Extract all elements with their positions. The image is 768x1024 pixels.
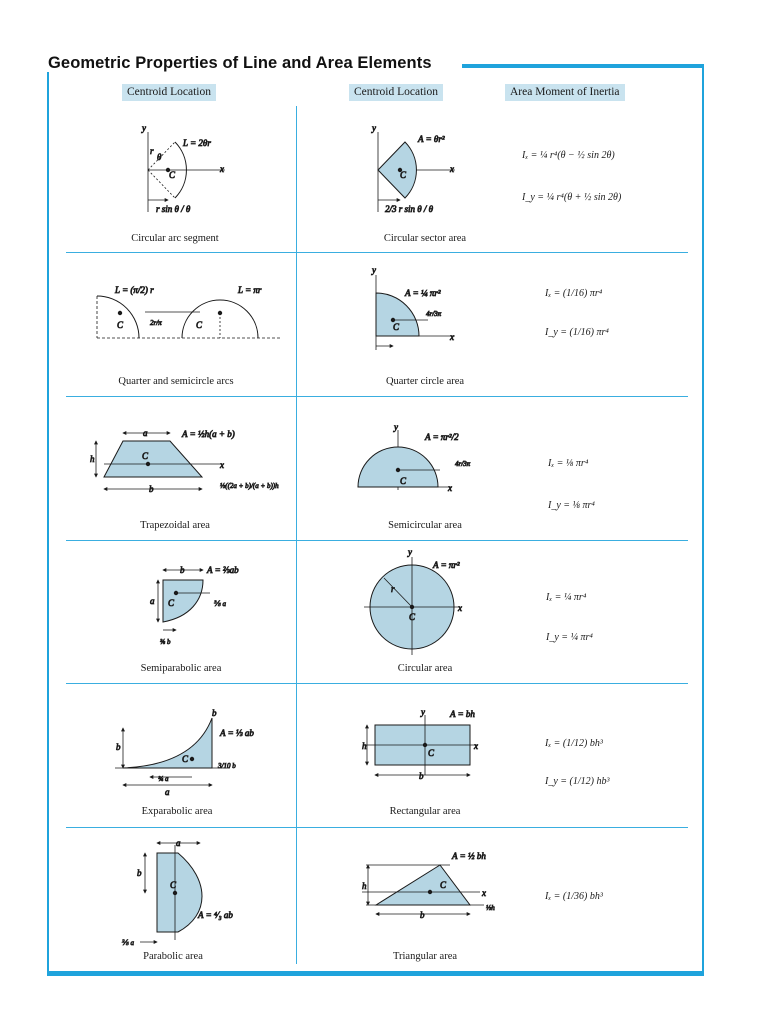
label-sector-a: A = θr² (418, 134, 445, 144)
label-expar-yb: 3/10 b (218, 762, 236, 770)
label-arc-centroid: r sin θ / θ (156, 204, 191, 214)
formula-circle-ix: Iₓ = ¼ πr⁴ (546, 592, 587, 603)
triangle-diagram (362, 865, 484, 914)
label-c: C (400, 476, 407, 486)
formula-quarter-ix: Iₓ = (1/16) πr⁴ (545, 288, 603, 299)
label-x: x (448, 483, 452, 493)
label-x: x (450, 164, 454, 174)
label-quarter-a: A = ¼ πr² (405, 288, 441, 298)
label-theta: θ (157, 152, 162, 162)
label-x: x (458, 603, 462, 613)
header-moment: Area Moment of Inertia (505, 84, 625, 101)
label-semi-arc-l: L = πr (238, 285, 262, 295)
label-semipar-a: a (150, 596, 155, 606)
label-semipar-b: b (180, 565, 185, 575)
label-semi-a: A = πr²/2 (425, 432, 459, 442)
formula-rect-ix: Iₓ = (1/12) bh³ (545, 738, 603, 749)
label-tri-b: b (420, 910, 425, 920)
label-y: y (421, 707, 425, 717)
label-c: C (440, 880, 447, 890)
label-par-xa: ⅖ a (122, 939, 135, 947)
label-y: y (408, 547, 412, 557)
formula-tri-ix: Iₓ = (1/36) bh³ (545, 891, 603, 902)
label-r: r (391, 584, 395, 594)
label-y: y (142, 123, 146, 133)
caption-arc-segment: Circular arc segment (131, 233, 219, 244)
label-trap-b: b (149, 484, 154, 494)
semiparabolic-diagram (158, 570, 210, 630)
label-quarter-arc-l: L = (π/2) r (115, 285, 154, 295)
label-c: C (428, 748, 435, 758)
quarter-semi-arcs-diagram (97, 296, 280, 338)
label-sector-centroid: 2/3 r sin θ / θ (385, 204, 434, 214)
page-title: Geometric Properties of Line and Area Elements (48, 54, 432, 72)
label-rect-b: b (419, 771, 424, 781)
sector-diagram (378, 132, 455, 212)
header-centroid-right: Centroid Location (349, 84, 443, 101)
label-y: y (372, 123, 376, 133)
label-c: C (117, 320, 124, 330)
caption-semiparabolic-area: Semiparabolic area (140, 663, 222, 674)
label-expar-xa: ¾ a (158, 775, 169, 783)
label-r: r (150, 146, 154, 156)
label-arc-l: L = 2θr (183, 138, 211, 148)
label-trap-centroid: ⅓((2a + b)/(a + b))h (220, 482, 279, 490)
label-trap-a-area: A = ½h(a + b) (182, 429, 235, 439)
header-centroid-left: Centroid Location (122, 84, 216, 101)
label-x: x (220, 460, 224, 470)
caption-quarter-semi-arcs: Quarter and semicircle arcs (118, 376, 234, 387)
label-circle-a: A = πr² (433, 560, 460, 570)
formula-semi-iy: I_y = ⅛ πr⁴ (548, 500, 595, 511)
label-expar-a-area: A = ⅓ ab (220, 728, 254, 738)
trapezoid-diagram (96, 433, 222, 489)
caption-sector-area: Circular sector area (383, 233, 467, 244)
label-par-a: a (176, 838, 181, 848)
quarter-circle-diagram (376, 275, 455, 350)
label-x: x (482, 888, 486, 898)
caption-semicircular-area: Semicircular area (388, 520, 462, 531)
label-tri-h: h (362, 881, 367, 891)
label-par-b: b (137, 868, 142, 878)
caption-exparabolic-area: Exparabolic area (141, 806, 213, 817)
exparabolic-diagram (115, 718, 230, 785)
label-c: C (196, 320, 203, 330)
label-rect-a: A = bh (450, 709, 475, 719)
caption-circular-area: Circular area (397, 663, 453, 674)
label-x: x (474, 741, 478, 751)
label-expar-b: b (116, 742, 121, 752)
label-y: y (394, 422, 398, 432)
label-y: y (372, 265, 376, 275)
label-semipar-xb: ⅜ b (160, 638, 171, 646)
label-exparabola-t: b (212, 708, 217, 718)
formula-sector-ix: Iₓ = ¼ r⁴(θ − ½ sin 2θ) (522, 150, 615, 161)
formula-sector-iy: I_y = ¼ r⁴(θ + ½ sin 2θ) (522, 192, 622, 203)
label-c: C (182, 754, 189, 764)
label-trap-a: a (143, 428, 148, 438)
label-trap-h: h (90, 454, 95, 464)
label-x: x (450, 332, 454, 342)
caption-rectangular-area: Rectangular area (389, 806, 461, 817)
label-par-a-area: A = ⁴⁄₃ ab (198, 910, 233, 920)
label-tri-a: A = ½ bh (452, 851, 486, 861)
label-x: x (220, 164, 224, 174)
label-semi-centroid: 4r/3π (455, 460, 471, 468)
formula-circle-iy: I_y = ¼ πr⁴ (546, 632, 593, 643)
caption-triangular-area: Triangular area (392, 951, 458, 962)
label-c: C (409, 612, 416, 622)
label-arc-centroid: 2r/π (150, 319, 162, 327)
circle-diagram (364, 557, 460, 655)
label-c: C (168, 598, 175, 608)
label-rect-h: h (362, 741, 367, 751)
label-semipar-ya: ⅗ a (214, 600, 227, 608)
label-quarter-centroid: 4r/3π (426, 310, 442, 318)
formula-quarter-iy: I_y = (1/16) πr⁴ (545, 327, 609, 338)
label-c: C (170, 880, 177, 890)
label-c: C (142, 451, 149, 461)
label-semipar-a-area: A = ⅔ab (207, 565, 239, 575)
label-tri-centroid: ⅓h (486, 904, 495, 912)
rectangle-diagram (365, 715, 478, 775)
caption-trapezoidal-area: Trapezoidal area (140, 520, 210, 531)
label-c: C (169, 170, 176, 180)
caption-parabolic-area: Parabolic area (143, 951, 203, 962)
label-c: C (393, 322, 400, 332)
formula-semi-ix: Iₓ = ⅛ πr⁴ (548, 458, 589, 469)
formula-rect-iy: I_y = (1/12) hb³ (545, 776, 610, 787)
caption-quarter-circle-area: Quarter circle area (385, 376, 465, 387)
parabolic-diagram (140, 843, 202, 942)
label-c: C (400, 170, 407, 180)
label-expar-a: a (165, 787, 170, 797)
